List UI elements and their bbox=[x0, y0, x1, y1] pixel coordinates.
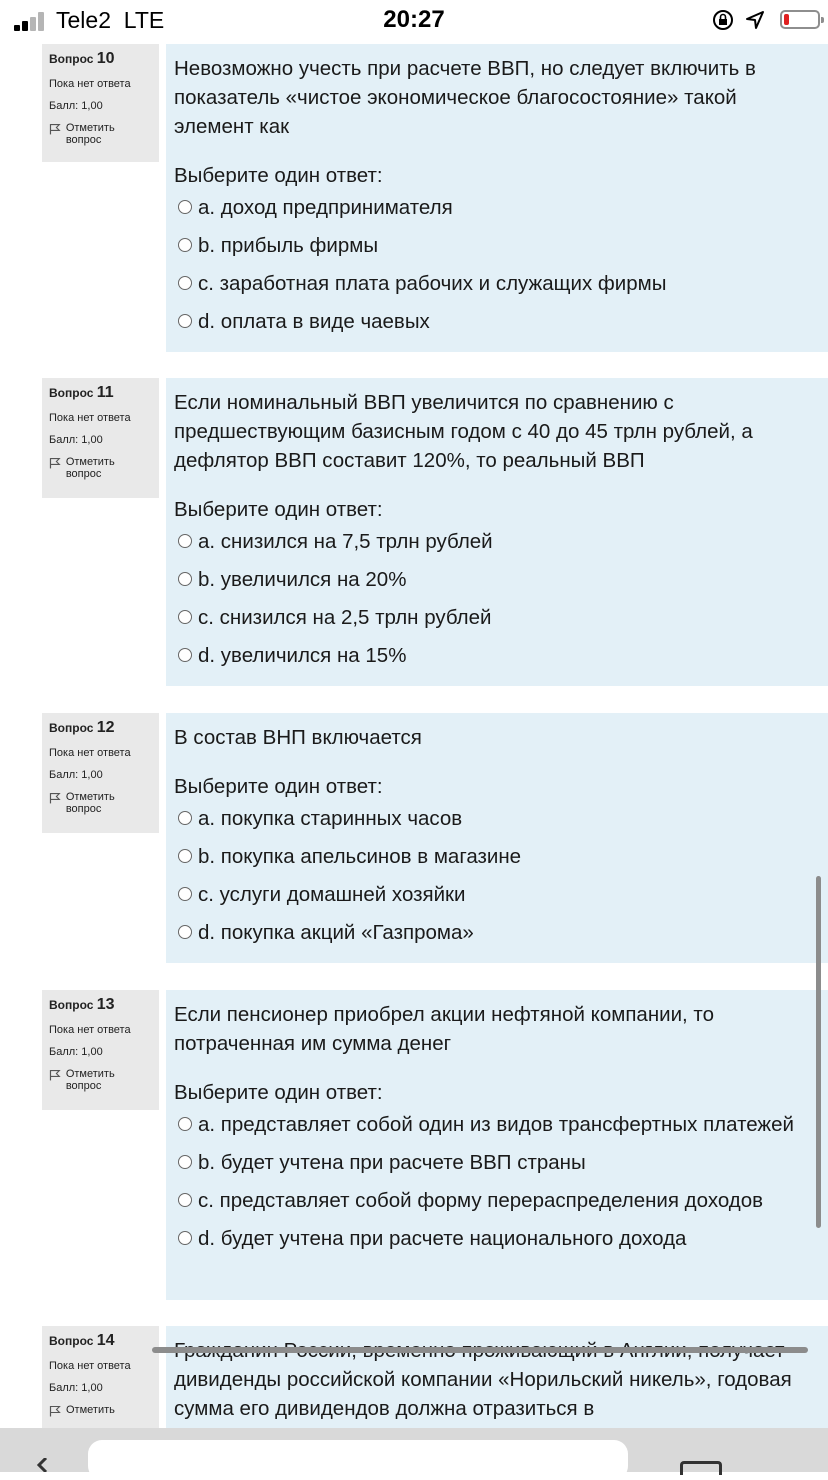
answer-option[interactable] bbox=[174, 527, 804, 556]
question-number: Вопрос 14 bbox=[49, 1332, 115, 1349]
network-type: LTE bbox=[123, 7, 165, 33]
question-text: В состав ВНП включается bbox=[174, 726, 422, 749]
answer-label: d. увеличился на 15% bbox=[198, 644, 407, 667]
question-text: Если номинальный ВВП увеличится по сравнению с предшествующим базисным годом с 40 до 45 трлн рублей, а дефлятор ВВП составит 120%, то реальный ВВП bbox=[174, 391, 753, 472]
question-content bbox=[166, 1326, 828, 1428]
answer-option[interactable] bbox=[174, 641, 804, 670]
answer-option[interactable] bbox=[174, 1110, 804, 1139]
answer-label: c. заработная плата рабочих и служащих фирмы bbox=[198, 272, 667, 295]
question-text: Если пенсионер приобрел акции нефтяной компании, то потраченная им сумма денег bbox=[174, 1003, 714, 1055]
answer-label: b. покупка апельсинов в магазине bbox=[198, 845, 522, 868]
radio-button[interactable] bbox=[178, 811, 192, 825]
address-bar[interactable] bbox=[88, 1440, 628, 1480]
radio-button[interactable] bbox=[178, 200, 192, 214]
flag-question-link[interactable]: Отметить вопрос bbox=[49, 1068, 152, 1092]
answer-label: c. услуги домашней хозяйки bbox=[198, 883, 466, 906]
question-info bbox=[42, 378, 159, 498]
browser-bottom-bar bbox=[0, 1428, 828, 1472]
flag-icon bbox=[49, 1069, 61, 1081]
flag-icon bbox=[49, 457, 61, 469]
answer-prompt: Выберите один ответ: bbox=[174, 164, 383, 187]
answer-label: d. покупка акций «Газпрома» bbox=[198, 921, 474, 944]
flag-question-link[interactable]: Отметить вопрос bbox=[49, 791, 152, 815]
question-text: Невозможно учесть при расчете ВВП, но следует включить в показатель «чистое экономическое благосостояние» такой элемент как bbox=[174, 57, 756, 138]
status-bar bbox=[0, 0, 828, 42]
question-content bbox=[166, 44, 828, 352]
question-info bbox=[42, 44, 159, 162]
question-info bbox=[42, 713, 159, 833]
answer-option[interactable] bbox=[174, 1186, 804, 1215]
radio-button[interactable] bbox=[178, 534, 192, 548]
carrier-label: Tele2 LTE bbox=[56, 7, 165, 33]
radio-button[interactable] bbox=[178, 1117, 192, 1131]
answer-label: d. оплата в виде чаевых bbox=[198, 310, 430, 333]
answer-label: b. будет учтена при расчете ВВП страны bbox=[198, 1151, 586, 1174]
answer-list bbox=[174, 804, 804, 947]
answer-option[interactable] bbox=[174, 307, 804, 336]
flag-question-link[interactable]: Отметить bbox=[49, 1404, 152, 1417]
tabs-icon[interactable] bbox=[680, 1461, 722, 1475]
question-state: Пока нет ответа bbox=[49, 412, 131, 424]
answer-prompt: Выберите один ответ: bbox=[174, 1081, 383, 1104]
question-grade: Балл: 1,00 bbox=[49, 1046, 103, 1058]
radio-button[interactable] bbox=[178, 648, 192, 662]
status-time: 20:27 bbox=[383, 6, 445, 33]
vertical-scrollbar[interactable] bbox=[816, 876, 821, 1228]
answer-prompt: Выберите один ответ: bbox=[174, 775, 383, 798]
answer-list bbox=[174, 527, 804, 670]
question-text: дивиденды российской компании «Норильский никель», годовая сумма его дивидендов должна отразиться в bbox=[174, 1368, 792, 1420]
answer-label: c. представляет собой форму перераспределения доходов bbox=[198, 1189, 764, 1212]
question-grade: Балл: 1,00 bbox=[49, 434, 103, 446]
answer-label: c. снизился на 2,5 трлн рублей bbox=[198, 606, 492, 629]
radio-button[interactable] bbox=[178, 572, 192, 586]
flag-icon bbox=[49, 1405, 61, 1417]
answer-option[interactable] bbox=[174, 269, 804, 298]
question-number: Вопрос 10 bbox=[49, 50, 115, 67]
answer-option[interactable] bbox=[174, 842, 804, 871]
answer-list bbox=[174, 193, 804, 336]
flag-icon bbox=[49, 123, 61, 135]
question-content bbox=[166, 713, 828, 963]
flag-icon bbox=[49, 792, 61, 804]
answer-option[interactable] bbox=[174, 1148, 804, 1177]
question-number: Вопрос 12 bbox=[49, 719, 115, 736]
rotation-lock-icon bbox=[712, 9, 734, 31]
question-info bbox=[42, 1326, 159, 1428]
question-grade: Балл: 1,00 bbox=[49, 769, 103, 781]
question-grade: Балл: 1,00 bbox=[49, 100, 103, 112]
question-number: Вопрос 11 bbox=[49, 384, 114, 401]
answer-label: d. будет учтена при расчете национального дохода bbox=[198, 1227, 687, 1250]
question-info bbox=[42, 990, 159, 1110]
radio-button[interactable] bbox=[178, 925, 192, 939]
question-number: Вопрос 13 bbox=[49, 996, 115, 1013]
answer-option[interactable] bbox=[174, 804, 804, 833]
answer-prompt: Выберите один ответ: bbox=[174, 498, 383, 521]
radio-button[interactable] bbox=[178, 1193, 192, 1207]
question-content bbox=[166, 990, 828, 1300]
answer-label: b. прибыль фирмы bbox=[198, 234, 379, 257]
answer-list bbox=[174, 1110, 804, 1253]
answer-label: a. доход предпринимателя bbox=[198, 196, 453, 219]
question-state: Пока нет ответа bbox=[49, 1360, 131, 1372]
question-state: Пока нет ответа bbox=[49, 78, 131, 90]
answer-option[interactable] bbox=[174, 880, 804, 909]
answer-label: a. снизился на 7,5 трлн рублей bbox=[198, 530, 493, 553]
battery-icon bbox=[780, 10, 820, 29]
radio-button[interactable] bbox=[178, 1155, 192, 1169]
question-content bbox=[166, 378, 828, 686]
flag-question-link[interactable]: Отметить вопрос bbox=[49, 122, 152, 146]
radio-button[interactable] bbox=[178, 314, 192, 328]
answer-option[interactable] bbox=[174, 565, 804, 594]
answer-option[interactable] bbox=[174, 918, 804, 947]
answer-label: b. увеличился на 20% bbox=[198, 568, 407, 591]
answer-option[interactable] bbox=[174, 193, 804, 222]
radio-button[interactable] bbox=[178, 276, 192, 290]
radio-button[interactable] bbox=[178, 887, 192, 901]
answer-option[interactable] bbox=[174, 603, 804, 632]
back-arrow-icon[interactable] bbox=[36, 1458, 50, 1472]
question-state: Пока нет ответа bbox=[49, 1024, 131, 1036]
radio-button[interactable] bbox=[178, 238, 192, 252]
answer-option[interactable] bbox=[174, 1224, 804, 1253]
horizontal-scrollbar[interactable] bbox=[152, 1347, 808, 1353]
flag-question-link[interactable]: Отметить вопрос bbox=[49, 456, 152, 480]
location-arrow-icon bbox=[744, 9, 766, 31]
radio-button[interactable] bbox=[178, 610, 192, 624]
radio-button[interactable] bbox=[178, 1231, 192, 1245]
question-state: Пока нет ответа bbox=[49, 747, 131, 759]
answer-label: a. представляет собой один из видов трансфертных платежей bbox=[198, 1113, 794, 1136]
question-grade: Балл: 1,00 bbox=[49, 1382, 103, 1394]
answer-label: a. покупка старинных часов bbox=[198, 807, 463, 830]
radio-button[interactable] bbox=[178, 849, 192, 863]
answer-option[interactable] bbox=[174, 231, 804, 260]
